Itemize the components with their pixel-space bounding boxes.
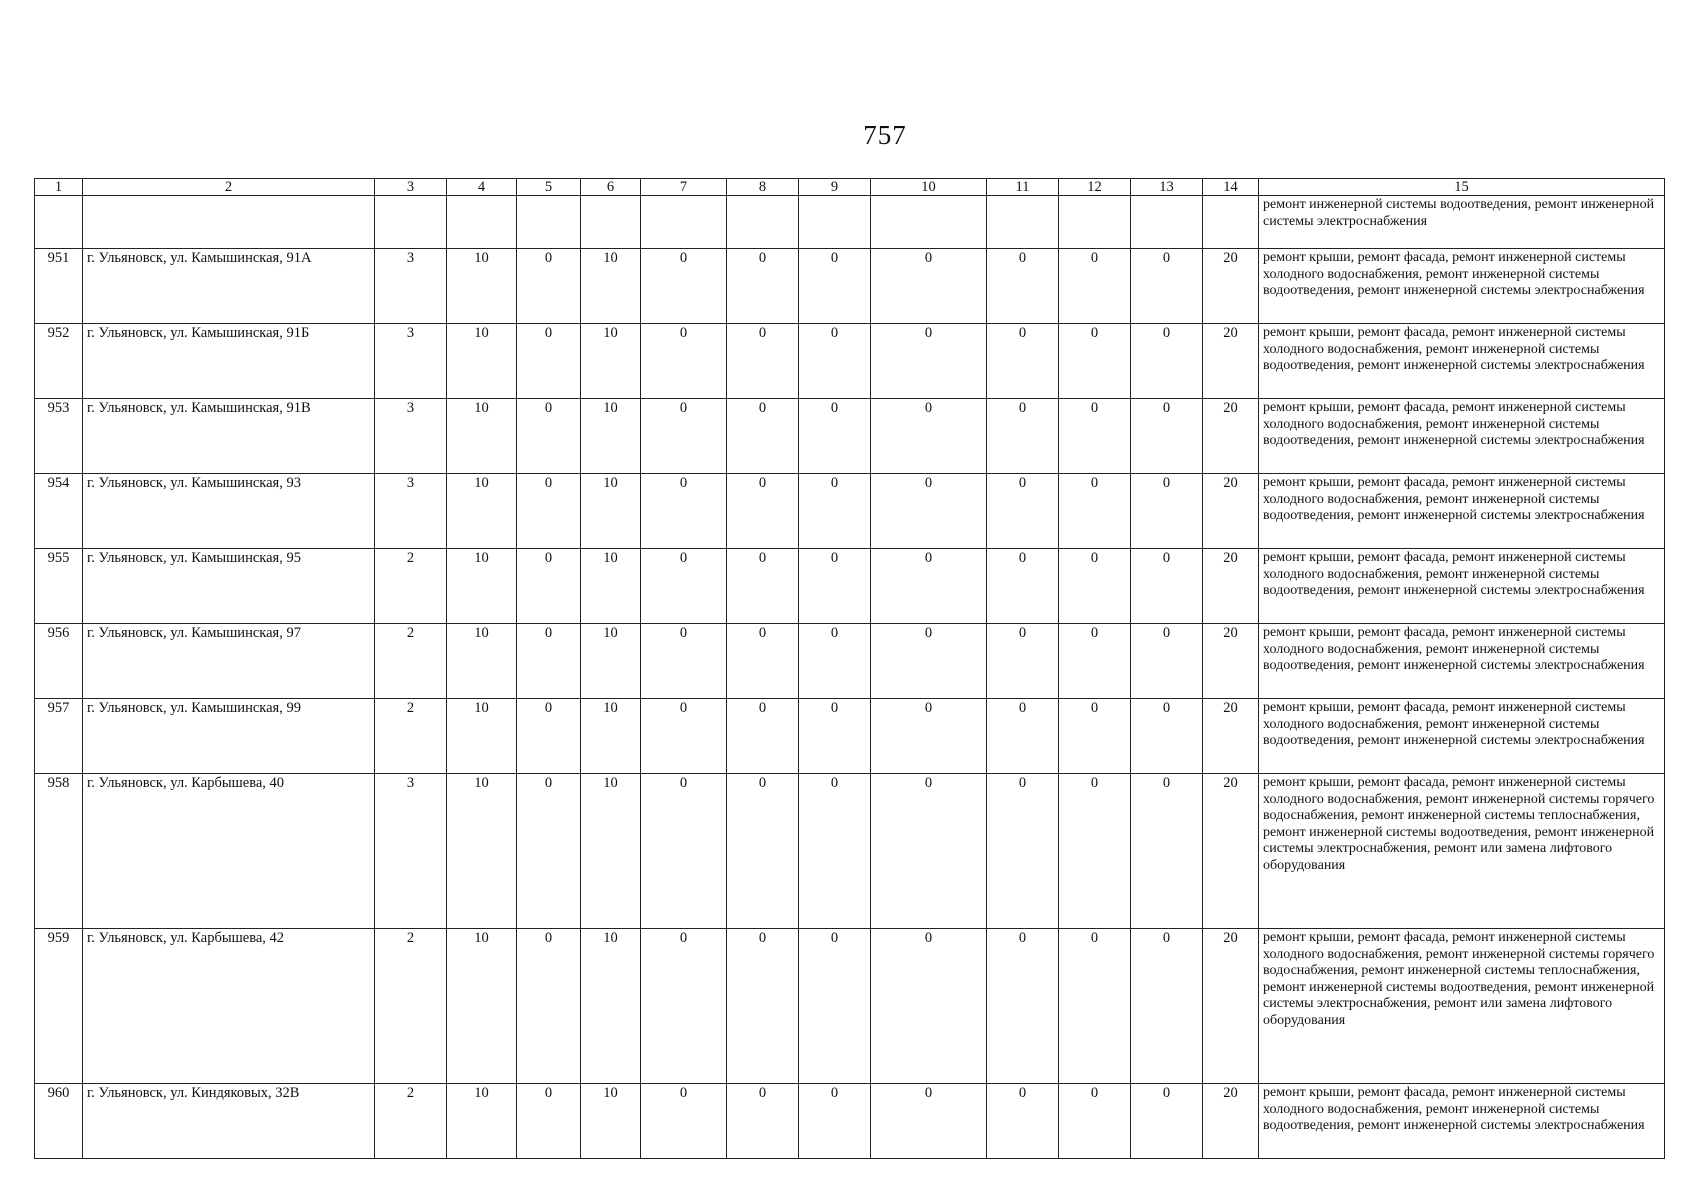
empty-cell [375, 196, 447, 249]
value-cell-c7: 0 [641, 699, 727, 774]
value-cell-c3: 3 [375, 774, 447, 929]
value-cell-c11: 0 [987, 474, 1059, 549]
value-cell-c6: 10 [581, 624, 641, 699]
row-number-cell: 955 [35, 549, 83, 624]
value-cell-c5: 0 [517, 624, 581, 699]
empty-cell [581, 196, 641, 249]
value-cell-c7: 0 [641, 1084, 727, 1159]
empty-cell [83, 196, 375, 249]
value-cell-c5: 0 [517, 699, 581, 774]
value-cell-c14: 20 [1203, 474, 1259, 549]
value-cell-c3: 3 [375, 474, 447, 549]
value-cell-c14: 20 [1203, 774, 1259, 929]
value-cell-c8: 0 [727, 249, 799, 324]
value-cell-c10: 0 [871, 699, 987, 774]
value-cell-c13: 0 [1131, 929, 1203, 1084]
row-number-cell: 951 [35, 249, 83, 324]
address-cell: г. Ульяновск, ул. Киндяковых, 32В [83, 1084, 375, 1159]
value-cell-c8: 0 [727, 549, 799, 624]
value-cell-c6: 10 [581, 699, 641, 774]
value-cell-c7: 0 [641, 249, 727, 324]
value-cell-c3: 3 [375, 324, 447, 399]
address-cell: г. Ульяновск, ул. Камышинская, 93 [83, 474, 375, 549]
row-number-cell: 956 [35, 624, 83, 699]
empty-cell [799, 196, 871, 249]
value-cell-c14: 20 [1203, 1084, 1259, 1159]
column-header: 8 [727, 179, 799, 196]
table-row [35, 699, 1665, 774]
value-cell-c3: 3 [375, 399, 447, 474]
value-cell-c14: 20 [1203, 699, 1259, 774]
value-cell-c14: 20 [1203, 249, 1259, 324]
empty-cell [1131, 196, 1203, 249]
empty-cell [1203, 196, 1259, 249]
empty-cell [517, 196, 581, 249]
value-cell-c10: 0 [871, 474, 987, 549]
value-cell-c9: 0 [799, 474, 871, 549]
works-cell: ремонт крыши, ремонт фасада, ремонт инженерной системы холодного водоснабжения, ремонт инженерной системы водоотведения, ремонт инженерной системы электроснабжения [1259, 699, 1665, 774]
value-cell-c4: 10 [447, 324, 517, 399]
row-number-cell: 960 [35, 1084, 83, 1159]
value-cell-c5: 0 [517, 399, 581, 474]
value-cell-c5: 0 [517, 474, 581, 549]
table-row [35, 324, 1665, 399]
value-cell-c10: 0 [871, 249, 987, 324]
value-cell-c11: 0 [987, 929, 1059, 1084]
row-number-cell: 958 [35, 774, 83, 929]
value-cell-c13: 0 [1131, 624, 1203, 699]
works-cell: ремонт крыши, ремонт фасада, ремонт инженерной системы холодного водоснабжения, ремонт инженерной системы водоотведения, ремонт инженерной системы электроснабжения [1259, 1084, 1665, 1159]
table-row [35, 774, 1665, 929]
value-cell-c12: 0 [1059, 624, 1131, 699]
column-header: 2 [83, 179, 375, 196]
value-cell-c8: 0 [727, 929, 799, 1084]
value-cell-c9: 0 [799, 624, 871, 699]
table-row [35, 474, 1665, 549]
value-cell-c8: 0 [727, 324, 799, 399]
value-cell-c11: 0 [987, 774, 1059, 929]
works-cell: ремонт крыши, ремонт фасада, ремонт инженерной системы холодного водоснабжения, ремонт инженерной системы горячего водоснабжения, ремонт инженерной системы теплоснабжения, ремонт инженерной системы водоотведения, ремонт инженерной системы электроснабжения, ремонт или замена лифтового оборудования [1259, 774, 1665, 929]
works-cell: ремонт крыши, ремонт фасада, ремонт инженерной системы холодного водоснабжения, ремонт инженерной системы горячего водоснабжения, ремонт инженерной системы теплоснабжения, ремонт инженерной системы водоотведения, ремонт инженерной системы электроснабжения, ремонт или замена лифтового оборудования [1259, 929, 1665, 1084]
value-cell-c12: 0 [1059, 774, 1131, 929]
value-cell-c13: 0 [1131, 774, 1203, 929]
empty-cell [987, 196, 1059, 249]
value-cell-c9: 0 [799, 324, 871, 399]
value-cell-c9: 0 [799, 549, 871, 624]
column-header: 7 [641, 179, 727, 196]
value-cell-c12: 0 [1059, 549, 1131, 624]
value-cell-c9: 0 [799, 1084, 871, 1159]
value-cell-c8: 0 [727, 1084, 799, 1159]
column-header: 11 [987, 179, 1059, 196]
value-cell-c8: 0 [727, 774, 799, 929]
value-cell-c14: 20 [1203, 399, 1259, 474]
value-cell-c6: 10 [581, 474, 641, 549]
column-header: 9 [799, 179, 871, 196]
row-number-cell: 959 [35, 929, 83, 1084]
value-cell-c3: 2 [375, 699, 447, 774]
address-cell: г. Ульяновск, ул. Камышинская, 91А [83, 249, 375, 324]
value-cell-c13: 0 [1131, 1084, 1203, 1159]
value-cell-c7: 0 [641, 324, 727, 399]
value-cell-c13: 0 [1131, 249, 1203, 324]
value-cell-c3: 2 [375, 929, 447, 1084]
value-cell-c11: 0 [987, 249, 1059, 324]
value-cell-c11: 0 [987, 549, 1059, 624]
column-number-header-row [35, 179, 1665, 196]
value-cell-c5: 0 [517, 774, 581, 929]
value-cell-c14: 20 [1203, 624, 1259, 699]
value-cell-c3: 2 [375, 1084, 447, 1159]
empty-cell [871, 196, 987, 249]
row-number-cell: 954 [35, 474, 83, 549]
column-header: 14 [1203, 179, 1259, 196]
value-cell-c13: 0 [1131, 474, 1203, 549]
value-cell-c12: 0 [1059, 929, 1131, 1084]
table-row [35, 929, 1665, 1084]
value-cell-c12: 0 [1059, 1084, 1131, 1159]
column-header: 5 [517, 179, 581, 196]
empty-cell [641, 196, 727, 249]
value-cell-c11: 0 [987, 699, 1059, 774]
address-cell: г. Ульяновск, ул. Камышинская, 91Б [83, 324, 375, 399]
value-cell-c9: 0 [799, 929, 871, 1084]
empty-cell [1059, 196, 1131, 249]
value-cell-c13: 0 [1131, 324, 1203, 399]
row-number-cell: 952 [35, 324, 83, 399]
value-cell-c11: 0 [987, 1084, 1059, 1159]
value-cell-c4: 10 [447, 1084, 517, 1159]
column-header: 3 [375, 179, 447, 196]
address-cell: г. Ульяновск, ул. Камышинская, 99 [83, 699, 375, 774]
value-cell-c7: 0 [641, 624, 727, 699]
column-header: 10 [871, 179, 987, 196]
value-cell-c11: 0 [987, 399, 1059, 474]
column-header: 1 [35, 179, 83, 196]
value-cell-c12: 0 [1059, 249, 1131, 324]
address-cell: г. Ульяновск, ул. Камышинская, 91В [83, 399, 375, 474]
continuation-row [35, 196, 1665, 249]
value-cell-c3: 3 [375, 249, 447, 324]
value-cell-c3: 2 [375, 624, 447, 699]
row-number-cell: 953 [35, 399, 83, 474]
column-header: 15 [1259, 179, 1665, 196]
value-cell-c10: 0 [871, 624, 987, 699]
value-cell-c9: 0 [799, 774, 871, 929]
value-cell-c7: 0 [641, 774, 727, 929]
value-cell-c14: 20 [1203, 929, 1259, 1084]
value-cell-c6: 10 [581, 929, 641, 1084]
empty-cell [447, 196, 517, 249]
value-cell-c6: 10 [581, 399, 641, 474]
value-cell-c4: 10 [447, 549, 517, 624]
table-row [35, 399, 1665, 474]
value-cell-c12: 0 [1059, 699, 1131, 774]
works-cell: ремонт крыши, ремонт фасада, ремонт инженерной системы холодного водоснабжения, ремонт инженерной системы водоотведения, ремонт инженерной системы электроснабжения [1259, 399, 1665, 474]
value-cell-c10: 0 [871, 1084, 987, 1159]
value-cell-c5: 0 [517, 929, 581, 1084]
table-row [35, 1084, 1665, 1159]
value-cell-c7: 0 [641, 929, 727, 1084]
value-cell-c12: 0 [1059, 399, 1131, 474]
value-cell-c5: 0 [517, 1084, 581, 1159]
value-cell-c5: 0 [517, 549, 581, 624]
value-cell-c6: 10 [581, 1084, 641, 1159]
value-cell-c8: 0 [727, 624, 799, 699]
value-cell-c7: 0 [641, 474, 727, 549]
works-cell: ремонт крыши, ремонт фасада, ремонт инженерной системы холодного водоснабжения, ремонт инженерной системы водоотведения, ремонт инженерной системы электроснабжения [1259, 474, 1665, 549]
repair-register-table [34, 178, 1665, 1159]
value-cell-c10: 0 [871, 774, 987, 929]
value-cell-c14: 20 [1203, 324, 1259, 399]
address-cell: г. Ульяновск, ул. Камышинская, 97 [83, 624, 375, 699]
works-cell: ремонт крыши, ремонт фасада, ремонт инженерной системы холодного водоснабжения, ремонт инженерной системы водоотведения, ремонт инженерной системы электроснабжения [1259, 324, 1665, 399]
value-cell-c6: 10 [581, 249, 641, 324]
empty-cell [35, 196, 83, 249]
address-cell: г. Ульяновск, ул. Камышинская, 95 [83, 549, 375, 624]
column-header: 4 [447, 179, 517, 196]
address-cell: г. Ульяновск, ул. Карбышева, 42 [83, 929, 375, 1084]
value-cell-c6: 10 [581, 774, 641, 929]
column-header: 6 [581, 179, 641, 196]
value-cell-c4: 10 [447, 774, 517, 929]
value-cell-c4: 10 [447, 474, 517, 549]
value-cell-c14: 20 [1203, 549, 1259, 624]
row-number-cell: 957 [35, 699, 83, 774]
value-cell-c4: 10 [447, 699, 517, 774]
value-cell-c7: 0 [641, 399, 727, 474]
value-cell-c10: 0 [871, 399, 987, 474]
value-cell-c9: 0 [799, 249, 871, 324]
value-cell-c4: 10 [447, 249, 517, 324]
page-number: 757 [863, 120, 907, 150]
table-row [35, 624, 1665, 699]
value-cell-c9: 0 [799, 699, 871, 774]
table-row [35, 249, 1665, 324]
value-cell-c12: 0 [1059, 324, 1131, 399]
address-cell: г. Ульяновск, ул. Карбышева, 40 [83, 774, 375, 929]
value-cell-c10: 0 [871, 549, 987, 624]
works-cell: ремонт крыши, ремонт фасада, ремонт инженерной системы холодного водоснабжения, ремонт инженерной системы водоотведения, ремонт инженерной системы электроснабжения [1259, 549, 1665, 624]
works-cell: ремонт крыши, ремонт фасада, ремонт инженерной системы холодного водоснабжения, ремонт инженерной системы водоотведения, ремонт инженерной системы электроснабжения [1259, 624, 1665, 699]
value-cell-c8: 0 [727, 474, 799, 549]
value-cell-c5: 0 [517, 324, 581, 399]
value-cell-c11: 0 [987, 324, 1059, 399]
value-cell-c10: 0 [871, 929, 987, 1084]
value-cell-c4: 10 [447, 399, 517, 474]
column-header: 13 [1131, 179, 1203, 196]
value-cell-c8: 0 [727, 399, 799, 474]
value-cell-c6: 10 [581, 549, 641, 624]
empty-cell [727, 196, 799, 249]
value-cell-c3: 2 [375, 549, 447, 624]
works-cell: ремонт инженерной системы водоотведения, ремонт инженерной системы электроснабжения [1259, 196, 1665, 249]
works-cell: ремонт крыши, ремонт фасада, ремонт инженерной системы холодного водоснабжения, ремонт инженерной системы водоотведения, ремонт инженерной системы электроснабжения [1259, 249, 1665, 324]
value-cell-c5: 0 [517, 249, 581, 324]
value-cell-c11: 0 [987, 624, 1059, 699]
value-cell-c12: 0 [1059, 474, 1131, 549]
table-row [35, 549, 1665, 624]
value-cell-c8: 0 [727, 699, 799, 774]
value-cell-c6: 10 [581, 324, 641, 399]
value-cell-c13: 0 [1131, 399, 1203, 474]
value-cell-c10: 0 [871, 324, 987, 399]
value-cell-c13: 0 [1131, 699, 1203, 774]
column-header: 12 [1059, 179, 1131, 196]
value-cell-c7: 0 [641, 549, 727, 624]
value-cell-c13: 0 [1131, 549, 1203, 624]
value-cell-c9: 0 [799, 399, 871, 474]
value-cell-c4: 10 [447, 929, 517, 1084]
value-cell-c4: 10 [447, 624, 517, 699]
